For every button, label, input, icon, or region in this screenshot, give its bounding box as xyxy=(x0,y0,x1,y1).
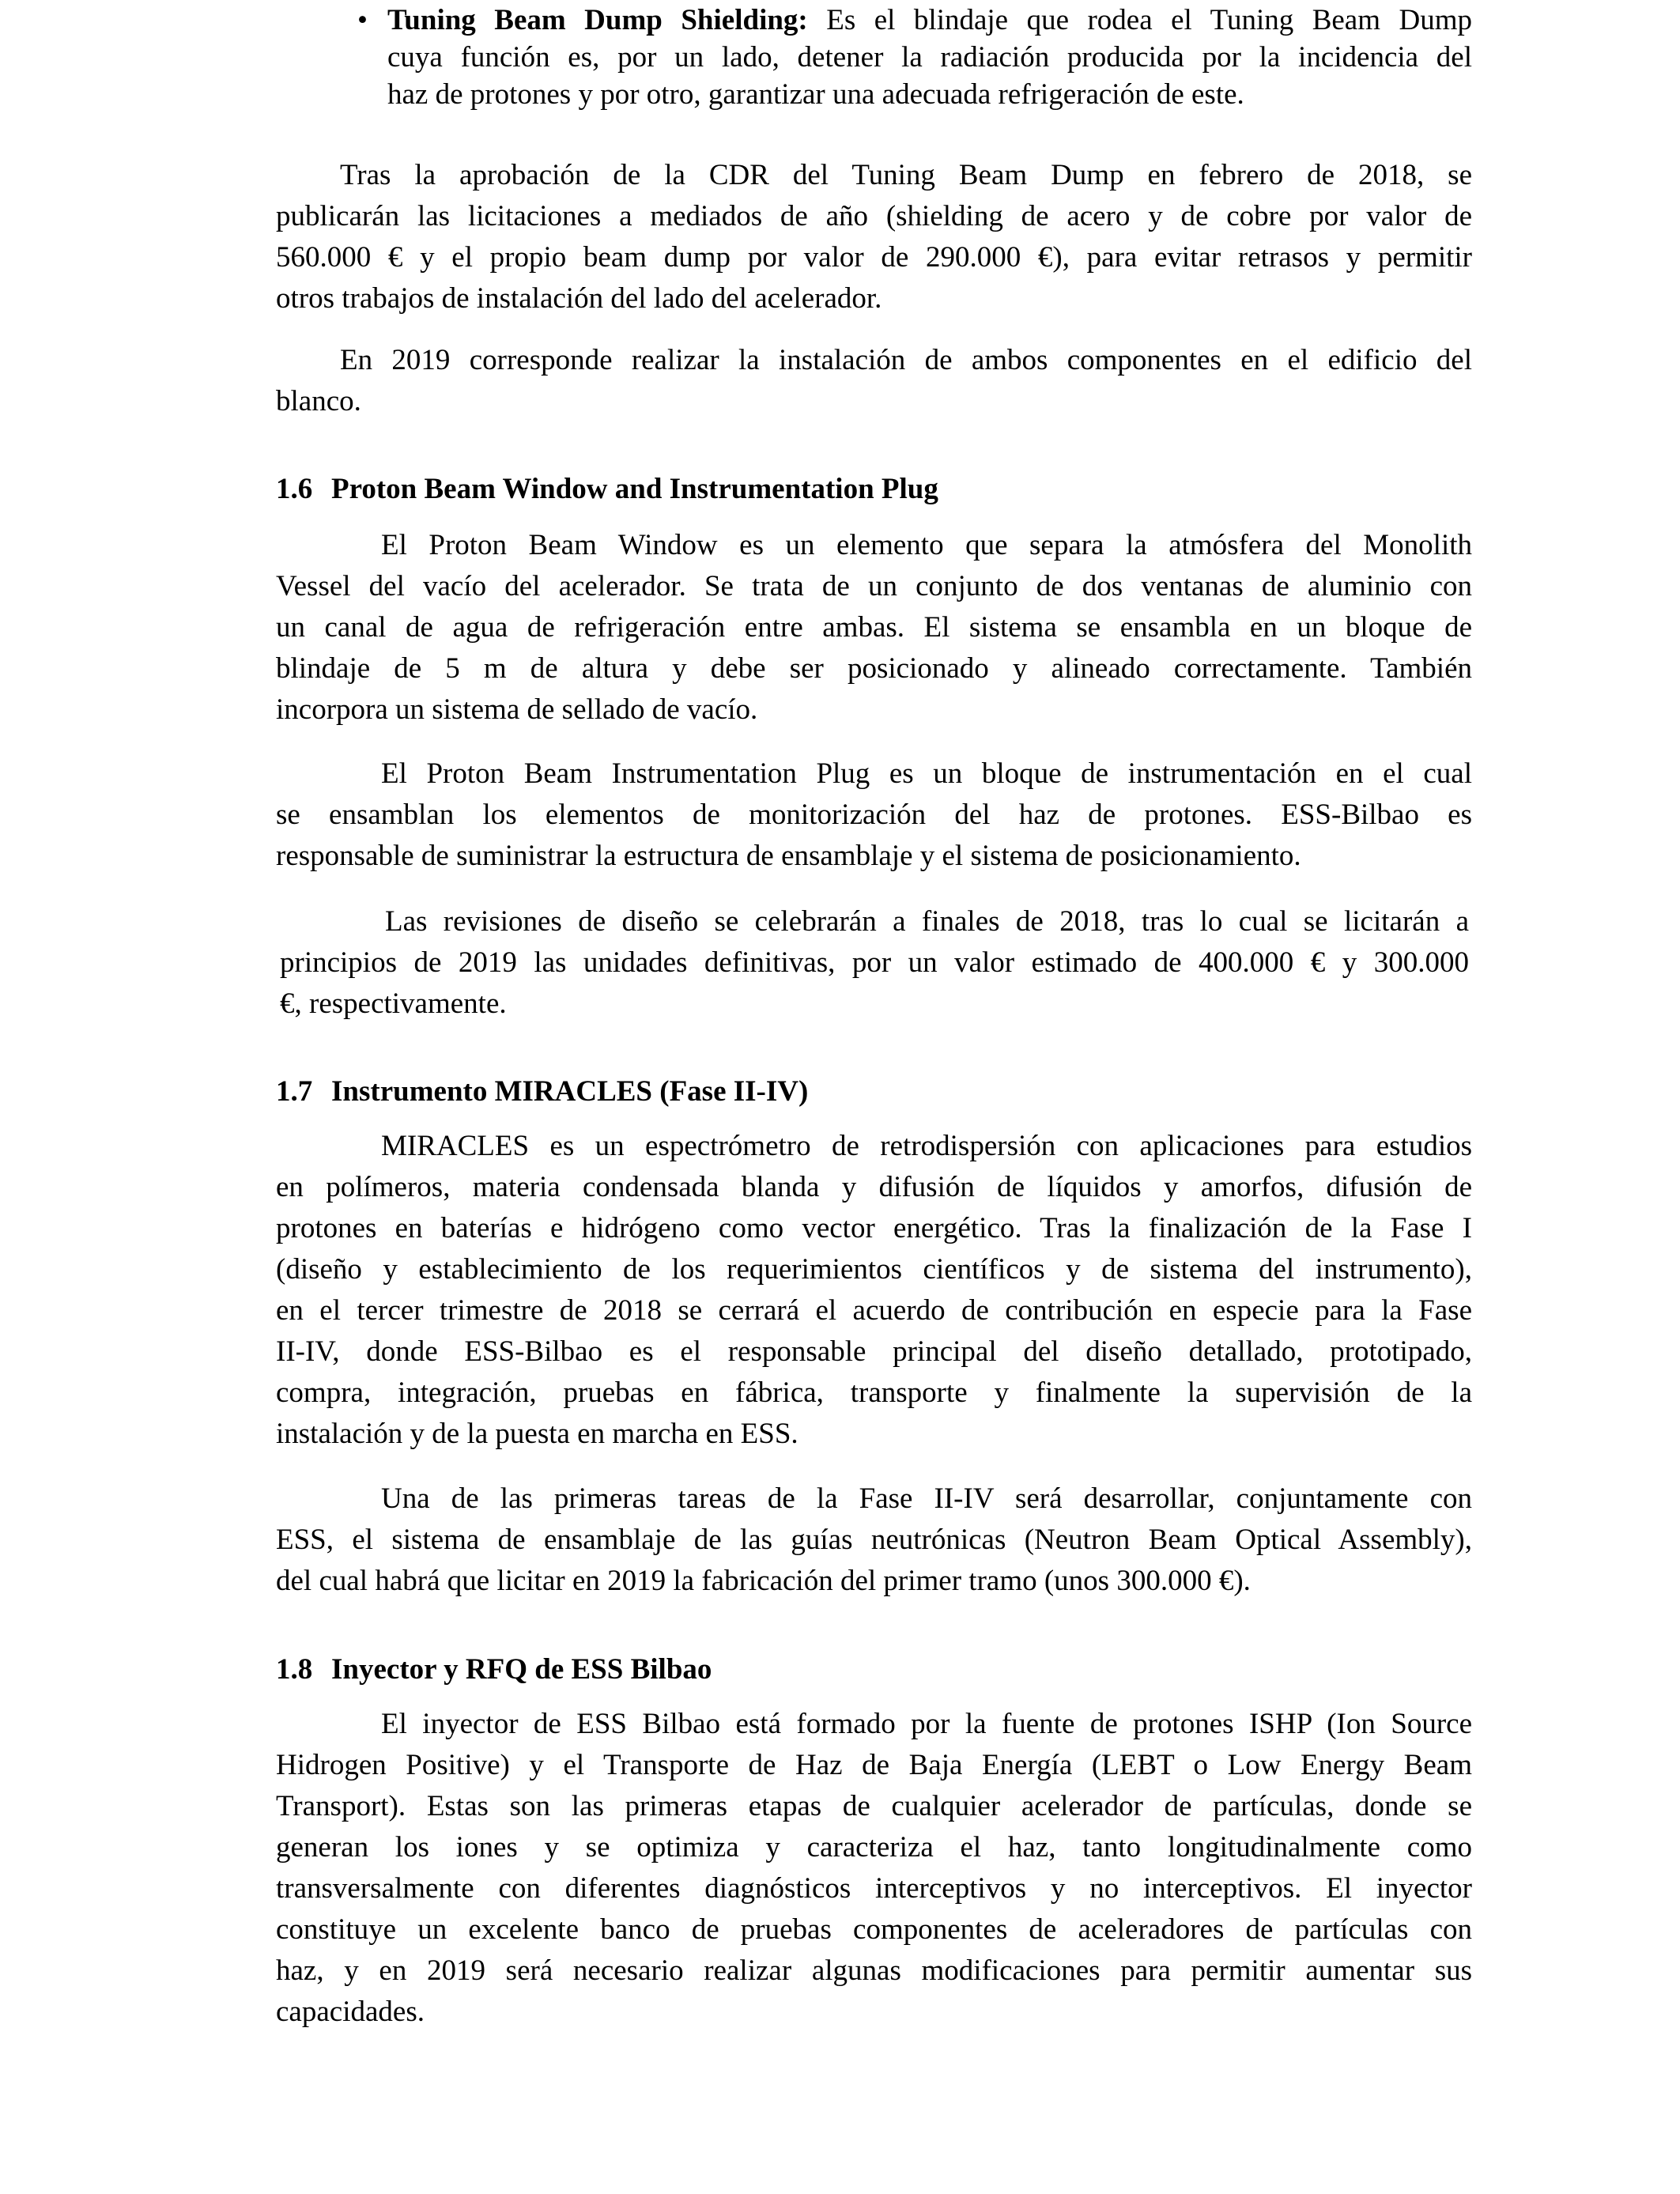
text-line: principios de 2019 las unidades definitivas, por un valor estimado de 400.000 € y 300.000 xyxy=(280,946,1469,979)
text-line: El inyector de ESS Bilbao está formado por la fuente de protones ISHP (Ion Source xyxy=(381,1708,1472,1740)
bullet-label: Tuning Beam Dump Shielding: xyxy=(387,4,808,36)
paragraph-proton-beam-window xyxy=(276,525,1472,731)
text-line: generan los iones y se optimiza y caracteriza el haz, tanto longitudinalmente como xyxy=(276,1831,1472,1864)
text-line: otros trabajos de instalación del lado del acelerador. xyxy=(276,282,882,315)
section-heading-1-7: 1.7 Instrumento MIRACLES (Fase II-IV) xyxy=(276,1075,809,1108)
bullet-line: cuya función es, por un lado, detener la radiación producida por la incidencia del xyxy=(387,41,1472,74)
text-line: protones en baterías e hidrógeno como vector energético. Tras la finalización de la Fase I xyxy=(276,1212,1472,1244)
section-heading-1-8: 1.8 Inyector y RFQ de ESS Bilbao xyxy=(276,1653,712,1686)
text-line: Transport). Estas son las primeras etapas de cualquier acelerador de partículas, donde se xyxy=(276,1790,1472,1822)
text-line: en el tercer trimestre de 2018 se cerrará el acuerdo de contribución en especie para la Fase xyxy=(276,1294,1472,1327)
text-line: se ensamblan los elementos de monitorización del haz de protones. ESS-Bilbao es xyxy=(276,799,1472,831)
text-line: En 2019 corresponde realizar la instalación de ambos componentes en el edificio del xyxy=(340,344,1472,376)
text-line: en polímeros, materia condensada blanda y difusión de líquidos y amorfos, difusión de xyxy=(276,1171,1472,1203)
text-line: capacidades. xyxy=(276,1996,425,2028)
paragraph-revisiones xyxy=(280,901,1469,1025)
text-line: un canal de agua de refrigeración entre ambas. El sistema se ensambla en un bloque de xyxy=(276,611,1472,644)
text-line: MIRACLES es un espectrómetro de retrodispersión con aplicaciones para estudios xyxy=(381,1130,1472,1162)
text-line: instalación y de la puesta en marcha en ESS. xyxy=(276,1418,798,1450)
text-line: Tras la aprobación de la CDR del Tuning Beam Dump en febrero de 2018, se xyxy=(340,159,1472,191)
paragraph-en-2019 xyxy=(276,340,1472,422)
text-line: responsable de suministrar la estructura de ensamblaje y el sistema de posicionamiento. xyxy=(276,840,1301,872)
bullet-line: haz de protones y por otro, garantizar una adecuada refrigeración de este. xyxy=(387,78,1244,111)
bullet-paragraph xyxy=(387,2,1472,113)
paragraph-miracles xyxy=(276,1126,1472,1455)
paragraph-fase-ii-iv xyxy=(276,1478,1472,1602)
text-line: Vessel del vacío del acelerador. Se trata de un conjunto de dos ventanas de aluminio con xyxy=(276,570,1472,602)
bullet-line: Tuning Beam Dump Shielding: Es el blindaje que rodea el Tuning Beam Dump xyxy=(387,4,1472,36)
paragraph-inyector xyxy=(276,1704,1472,2033)
text-line: incorpora un sistema de sellado de vacío. xyxy=(276,693,758,726)
text-line: El Proton Beam Window es un elemento que separa la atmósfera del Monolith xyxy=(381,529,1472,561)
paragraph-instrumentation-plug xyxy=(276,753,1472,877)
text-line: Hidrogen Positive) y el Transporte de Haz de Baja Energía (LEBT o Low Energy Beam xyxy=(276,1749,1472,1781)
section-heading-1-6: 1.6 Proton Beam Window and Instrumentation Plug xyxy=(276,473,938,505)
text-line: del cual habrá que licitar en 2019 la fabricación del primer tramo (unos 300.000 €). xyxy=(276,1565,1251,1597)
bullet-icon: • xyxy=(357,4,368,36)
text-line: El Proton Beam Instrumentation Plug es un bloque de instrumentación en el cual xyxy=(381,757,1472,790)
text-line: Una de las primeras tareas de la Fase II-IV será desarrollar, conjuntamente con xyxy=(381,1482,1472,1515)
text-line: publicarán las licitaciones a mediados de año (shielding de acero y de cobre por valor de xyxy=(276,200,1472,232)
text-line: haz, y en 2019 será necesario realizar algunas modificaciones para permitir aumentar sus xyxy=(276,1954,1472,1987)
text-line: blindaje de 5 m de altura y debe ser posicionado y alineado correctamente. También xyxy=(276,652,1472,685)
text-line: II-IV, donde ESS-Bilbao es el responsable principal del diseño detallado, prototipado, xyxy=(276,1335,1472,1368)
text-line: blanco. xyxy=(276,385,361,417)
text-line: (diseño y establecimiento de los requerimientos científicos y de sistema del instrumento), xyxy=(276,1253,1472,1286)
text-line: compra, integración, pruebas en fábrica, transporte y finalmente la supervisión de la xyxy=(276,1376,1472,1409)
text-line: 560.000 € y el propio beam dump por valor de 290.000 €), para evitar retrasos y permitir xyxy=(276,241,1472,274)
text-line: Las revisiones de diseño se celebrarán a finales de 2018, tras lo cual se licitarán a xyxy=(385,905,1469,938)
text-line: €, respectivamente. xyxy=(280,987,507,1020)
paragraph-tras xyxy=(276,155,1472,319)
text-line: ESS, el sistema de ensamblaje de las guías neutrónicas (Neutron Beam Optical Assembly), xyxy=(276,1524,1472,1556)
text-line: transversalmente con diferentes diagnósticos interceptivos y no interceptivos. El inyector xyxy=(276,1872,1472,1905)
text-line: constituye un excelente banco de pruebas componentes de aceleradores de partículas con xyxy=(276,1913,1472,1946)
